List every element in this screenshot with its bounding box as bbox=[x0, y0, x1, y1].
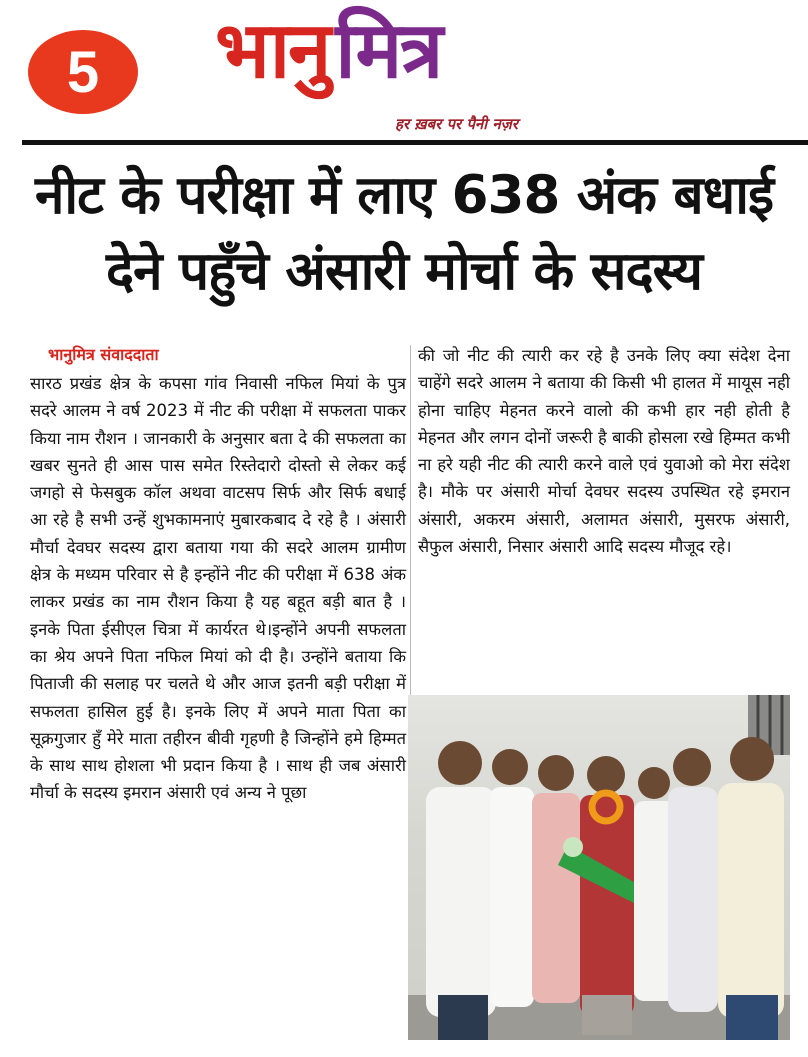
masthead-divider bbox=[22, 140, 808, 145]
group-photo-illustration bbox=[408, 695, 790, 1040]
bottom-edge bbox=[0, 1043, 808, 1057]
logo-text-part2: मित्र bbox=[335, 6, 442, 96]
group-photo bbox=[408, 695, 790, 1040]
headline-line-1: नीट के परीक्षा में लाए 638 अंक बधाई bbox=[34, 165, 774, 226]
article-column-1: सारठ प्रखंड क्षेत्र के कपसा गांव निवासी नफिल मियां के पुत्र सदरे आलम ने वर्ष 2023 में नीट की परीक्षा में सफलता पाकर किया नाम रौशन । जानकारी के अनुसार बता दे की सफलता का खबर सुनते ही आस पास समेत रिस्तेदारो दोस्तो से लेकर कई जगहो से फेसबुक कॉल अथवा वाटसप सिर्फ और सिर्फ बधाई आ रहे है सभी उन्हें शुभकामनाएं मुबारकबाद दे रहे है । अंसारी मौर्चा देवघर सदस्य द्वारा बताया गया की सदरे आलम ग्रामीण क्षेत्र के मध्यम परिवार से है इन्होंने नीट की परीक्षा में 638 अंक लाकर प्रखंड का नाम रौशन किया है यह बहूत बड़ी बात है । इनके पिता ईसीएल चित्रा में कार्यरत थे।इन्होंने अपनी सफलता का श्रेय अपने पिता नफिल मियां को दी है। उन्होंने बताया कि पिताजी की सलाह पर चलते थे और आज इतनी बड़ी परीक्षा में सफलता हासिल हुई है। इनके लिए में अपने माता पिता का सूक्रगुजार हुँ मेरे माता तहीरन बीवी गृहणी है जिन्होंने हमे हिम्मत के साथ साथ होशला भी प्रदान किया है । साथ ही जब अंसारी मौर्चा के सदस्य इमरान अंसारी एवं अन्य ने पूछा bbox=[30, 374, 406, 803]
logo-text-part1: भानु bbox=[215, 6, 330, 96]
byline: भानुमित्र संवाददाता bbox=[48, 345, 159, 364]
page-number: 5 bbox=[66, 39, 100, 105]
headline-line-2: देने पहुँचे अंसारी मोर्चा के सदस्य bbox=[105, 241, 702, 302]
headline bbox=[0, 158, 808, 310]
article-column-2: की जो नीट की त्यारी कर रहे है उनके लिए क्या संदेश देना चाहेंगे सदरे आलम ने बताया की किसी भी हालत में मायूस नही होना चाहिए मेहनत करने वालो की कभी हार नही होती है मेहनत और लगन दोनों जरूरी है बाकी होसला रखे हिम्मत कभी ना हरे यही नीट की त्यारी करने वाले एवं युवाओ को मेरा संदेश है। मौके पर अंसारी मोर्चा देवघर सदस्य उपस्थित रहे इमरान अंसारी, अकरम अंसारी, अलामत अंसारी, मुसरफ अंसारी, सैफुल अंसारी, निसार अंसारी आदि सदस्य मौजूद रहे। bbox=[418, 346, 790, 557]
newspaper-logo bbox=[215, 6, 442, 96]
tagline: हर ख़बर पर पैनी नज़र bbox=[395, 115, 518, 133]
page-number-badge bbox=[28, 30, 138, 114]
